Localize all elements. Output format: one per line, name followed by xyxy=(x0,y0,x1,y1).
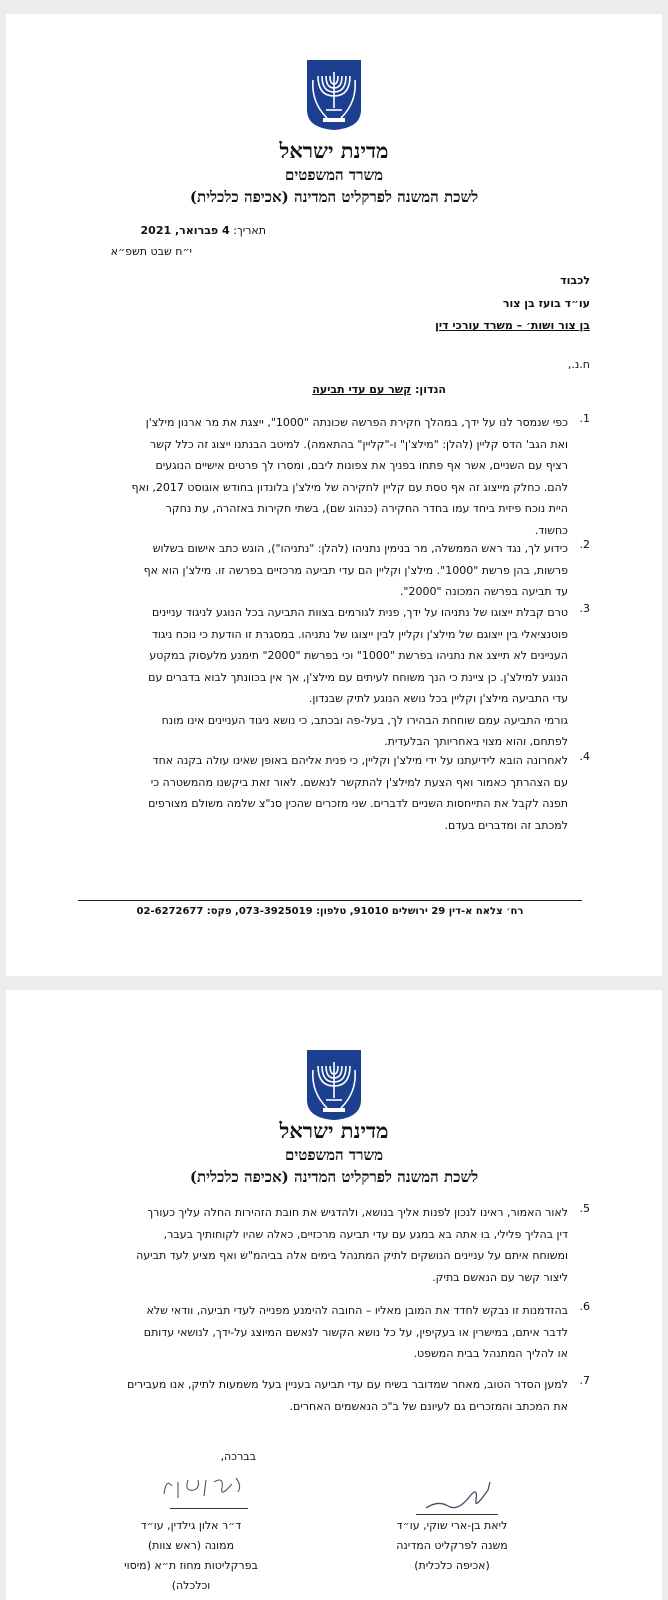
paragraph-number: 6. xyxy=(579,1300,590,1313)
state-emblem-icon xyxy=(305,1048,363,1122)
paragraph-line: טרם קבלת ייצוגו של נתניהו על ידך, פנית לגורמים בצוות התביעה בכל הנוגע לניגוד עניינים xyxy=(151,606,568,619)
signer-name: ליאת בן-ארי שוקי, עו״ד xyxy=(396,1519,508,1532)
recipient-firm: בן צור ושות׳ – משרד עורכי דין xyxy=(435,319,590,332)
header-state: מדינת ישראל xyxy=(279,1118,389,1143)
paragraph-line: עדי התביעה מילצ'ן וקליין בכל נושא הנוגע לתיק שבנדון. xyxy=(308,692,568,705)
paragraph-4 xyxy=(78,750,568,836)
paragraph-number: 3. xyxy=(579,602,590,615)
paragraph-line: ומשוחח איתם על עניינים הנושקים לתיק המתנהל בימים אלה בביהמ"ש ואף מציע לעד תביעה xyxy=(136,1249,568,1262)
subject-label: הנדון: xyxy=(415,383,446,396)
signer-unit: (אכיפה כלכלית) xyxy=(414,1559,490,1572)
paragraph-line: תפנה לקבל את התייחסות השניים לדברים. שני מזכרים שהכין סנ"צ שלמה משולם מצורפים xyxy=(148,797,568,810)
header-ministry: משרד המשפטים xyxy=(285,1146,383,1164)
to-label: לכבוד xyxy=(560,274,590,287)
paragraph-line: למכתב זה ומדברים בעדם. xyxy=(444,818,568,832)
subject-line xyxy=(312,379,446,400)
paragraph-line: רציף עם השניים, אשר אף פתחו בפניך את צפונות ליבם, ומסרו לך פרטים אישיים הנוגעים xyxy=(155,459,568,472)
paragraph-line: הנוגע למילצ'ן. כן ציינת כי הנך משוחח לעיתים עם מילצ'ן, אך אין בכוונתך לבוא בדברים עם xyxy=(148,670,568,684)
paragraph-number: 2. xyxy=(579,538,590,551)
paragraph-line: דין בהליך פלילי, בו אתה בא במגע עם עדי תביעה מרכזיים, כאלה שהיו לקוחותיך בעבר, xyxy=(163,1227,568,1241)
paragraph-number: 4. xyxy=(579,750,590,763)
paragraph-line: את המכתב והמזכרים גם לעיונם של ב"כ הנאשמים האחרים. xyxy=(289,1399,568,1413)
paragraph-line: פרשות, בהן פרשת "1000". מילצ'ן וקליין הם עדי תביעה מרכזיים בפרשה זו. מילצ'ן הוא אף xyxy=(143,563,568,577)
signature-block-1 xyxy=(392,1516,512,1576)
footer-divider xyxy=(78,900,582,901)
header-ministry: משרד המשפטים xyxy=(285,166,383,184)
paragraph-number: 5. xyxy=(579,1202,590,1215)
date-label: תאריך: xyxy=(233,224,266,237)
letter-page-1 xyxy=(6,14,662,976)
signer-unit: בפרקליטות מחוז ת״א (מיסוי וכלכלה) xyxy=(124,1559,258,1592)
paragraph-line: למען הסדר הטוב, מאחר שמדובר בשיח עם עדי תביעה בעניין בעל משמעות לתיק, אנו מעבירים xyxy=(127,1378,568,1391)
paragraph-line: לדבר איתם, במישרין או בעקיפין, על כל נושא הקשור לנאשם המיוצג על-ידך, לנושאי עדותם xyxy=(143,1325,568,1339)
hebrew-date: י״ח שבט תשפ״א xyxy=(110,245,192,258)
paragraph-line: לאור האמור, ראינו לנכון לפנות אליך בנושא, ולהדגיש את חובת הזהירות החלה עליך כעורך xyxy=(147,1206,568,1219)
signature-line xyxy=(170,1508,248,1509)
paragraph-line: עד תביעה בפרשה המכונה "2000". xyxy=(399,585,568,598)
date-value: 4 פברואר, 2021 xyxy=(140,224,230,237)
paragraph-line: כחשוד. xyxy=(534,523,568,537)
paragraph-line: כפי שנמסר לנו על ידך, במהלך חקירת הפרשה שכונתה "1000", ייצגת את מר ארנון מילצ'ן xyxy=(145,416,568,429)
paragraph-line: לאחרונה הובא לידיעתנו על ידי מילצ'ן וקליין, כי פנית אליהם באופן שאינו עולה בקנה אחד xyxy=(152,754,568,767)
greeting: ח.נ., xyxy=(567,358,590,371)
subject-text: קשר עם עדי תביעה xyxy=(312,383,412,396)
header-office: לשכת המשנה לפרקליט המדינה (אכיפה כלכלית) xyxy=(189,188,479,206)
paragraph-number: 7. xyxy=(579,1374,590,1387)
header-state: מדינת ישראל xyxy=(279,138,389,163)
paragraph-line: ואת הגב' הדס קליין (להלן: "מילצ'ן" ו-"קליין" בהתאמה). למיטב הבנתנו ייצוג זה כלל קשר xyxy=(150,437,568,451)
paragraph-line: לפתחם, והוא מצוי באחריותך הבלעדית. xyxy=(384,735,568,748)
signer-title: ממונה (ראש צוות) xyxy=(147,1539,235,1552)
paragraph-line: גורמי התביעה עמם שוחחת הבהירו לך, בעל-פה ובכתב, כי נושא ניגוד העניינים אינו מונח xyxy=(161,713,568,727)
signature-mark xyxy=(418,1478,498,1514)
paragraph-5 xyxy=(78,1202,568,1288)
signer-name: ד״ר אלון גילדין, עו״ד xyxy=(140,1519,242,1532)
signer-title: משנה לפרקליט המדינה xyxy=(396,1539,508,1552)
paragraph-line: פוטנציאלי בין ייצוגם של מילצ'ן וקליין לבין ייצוגו של נתניהו. במסגרת זו הודעת כי נוכח ניגוד xyxy=(151,627,568,641)
paragraph-6 xyxy=(78,1300,568,1365)
paragraph-7 xyxy=(78,1374,568,1417)
letter-page-2 xyxy=(6,990,662,1600)
paragraph-line: להם. כחלק מייצוג זה אף טסת עם קליין לחקירה של מילצ'ן בלונדון בחודש אוגוסט 2017, ואף xyxy=(131,480,568,494)
date-line xyxy=(141,220,266,241)
signature-block-2 xyxy=(116,1516,266,1596)
state-emblem-icon xyxy=(305,58,363,132)
paragraph-line: עם הצהרתך כאמור ואף הצעת למילצ'ן להתקשר לנאשם. לאור זאת ביקשנו מהמשטרה כי xyxy=(150,775,568,789)
signature-line xyxy=(416,1514,498,1515)
paragraph-number: 1. xyxy=(579,412,590,425)
closing: בברכה, xyxy=(220,1450,256,1463)
paragraph-line: העניינים לא תייצג את נתניהו בפרשת "1000" וכי בפרשת "2000" תימנע מלעסוק במקטע xyxy=(149,649,568,662)
paragraph-line: ליצור קשר עם הנאשם בתיק. xyxy=(432,1270,568,1284)
paragraph-2 xyxy=(78,538,568,603)
paragraph-1 xyxy=(78,412,568,541)
header-office: לשכת המשנה לפרקליט המדינה (אכיפה כלכלית) xyxy=(189,1168,479,1186)
paragraph-line: או להליך המתנהל בבית המשפט. xyxy=(413,1347,568,1360)
paragraph-line: היית נוכח פיזית ביחד עמו בחדר החקירה (כנהוג שם), בשתי חקירות באזהרה, עת נחקר xyxy=(165,502,568,515)
recipient-name: עו״ד בועז בן צור xyxy=(502,297,590,310)
paragraph-line: בהזדמנות זו נבקש לחדד את המובן מאליו – החובה להימנע מפנייה לעדי תביעה, וודאי שלא xyxy=(146,1304,568,1317)
paragraph-line: כידוע לך, נגד ראש הממשלה, מר בנימין נתניהו (להלן: "נתניהו"), הוגש כתב אישום בשלוש xyxy=(152,542,568,555)
paragraph-3 xyxy=(78,602,568,753)
footer-address: רח׳ צלאח א-דין 29 ירושלים 91010, טלפון: 073-3925019, פקס: 02-6272677 xyxy=(136,906,524,917)
